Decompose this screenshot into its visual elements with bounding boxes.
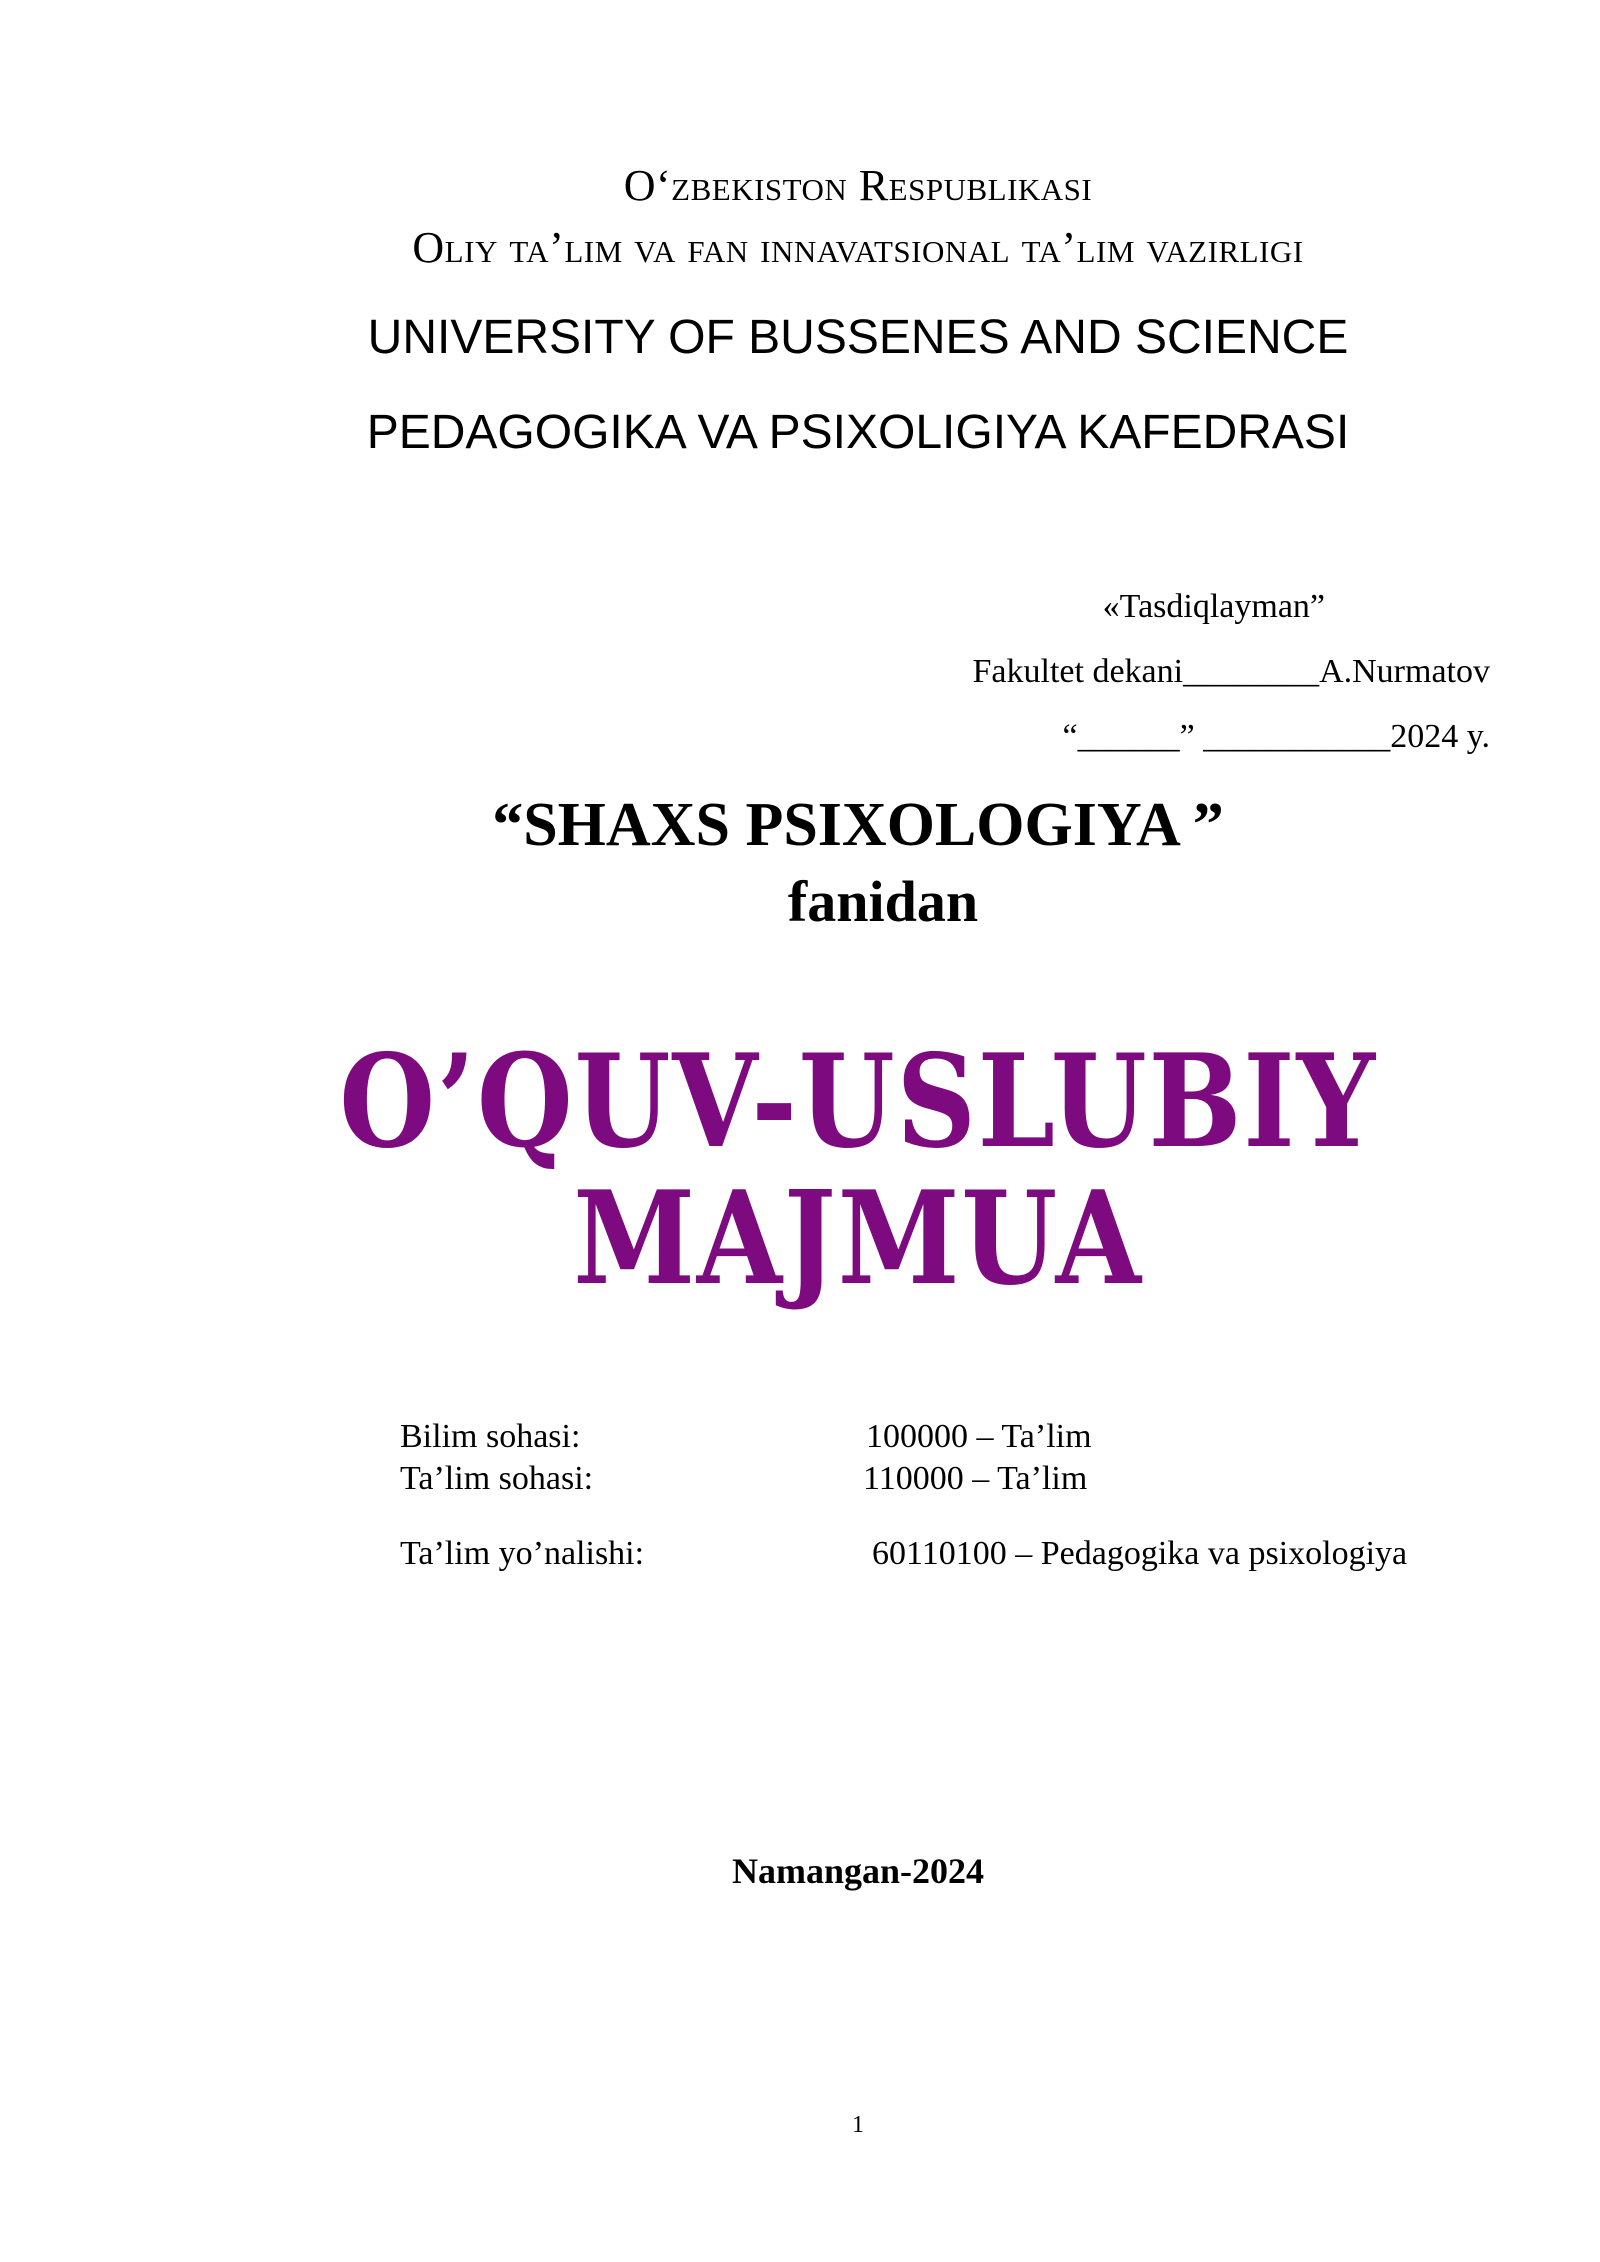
main-title-line-1: O’QUV-USLUBIY bbox=[339, 1027, 1377, 1177]
approval-date-line: “______” ___________2024 y. bbox=[1062, 718, 1490, 755]
subject-subtitle: fanidan bbox=[787, 869, 979, 934]
info-label-knowledge-area: Bilim sohasi: bbox=[400, 1418, 581, 1455]
info-value-direction: 60110100 – Pedagogika va psixologiya bbox=[872, 1535, 1408, 1572]
header-ministry: Oliy ta’lim va fan innavatsional ta’lim vazirligi bbox=[412, 223, 1304, 272]
subject-title: “SHAXS PSIXOLOGIYA ” bbox=[492, 791, 1224, 859]
approval-dean-line: Fakultet dekani________A.Nurmatov bbox=[972, 653, 1490, 690]
info-value-education-area: 110000 – Ta’lim bbox=[863, 1460, 1088, 1497]
header-department: PEDAGOGIKA VA PSIXOLIGIYA KAFEDRASI bbox=[366, 406, 1350, 459]
page-number: 1 bbox=[852, 2112, 864, 2138]
main-title-line-2: MAJMUA bbox=[573, 1164, 1143, 1314]
header-country: O‘zbekiston Respublikasi bbox=[623, 161, 1093, 210]
footer-city-year: Namangan-2024 bbox=[731, 1851, 985, 1891]
approval-title: «Tasdiqlayman” bbox=[1102, 588, 1325, 625]
info-label-education-area: Ta’lim sohasi: bbox=[400, 1460, 594, 1497]
info-value-knowledge-area: 100000 – Ta’lim bbox=[866, 1418, 1092, 1455]
info-label-direction: Ta’lim yo’nalishi: bbox=[400, 1535, 645, 1572]
header-university: UNIVERSITY OF BUSSENES AND SCIENCE bbox=[367, 311, 1349, 364]
